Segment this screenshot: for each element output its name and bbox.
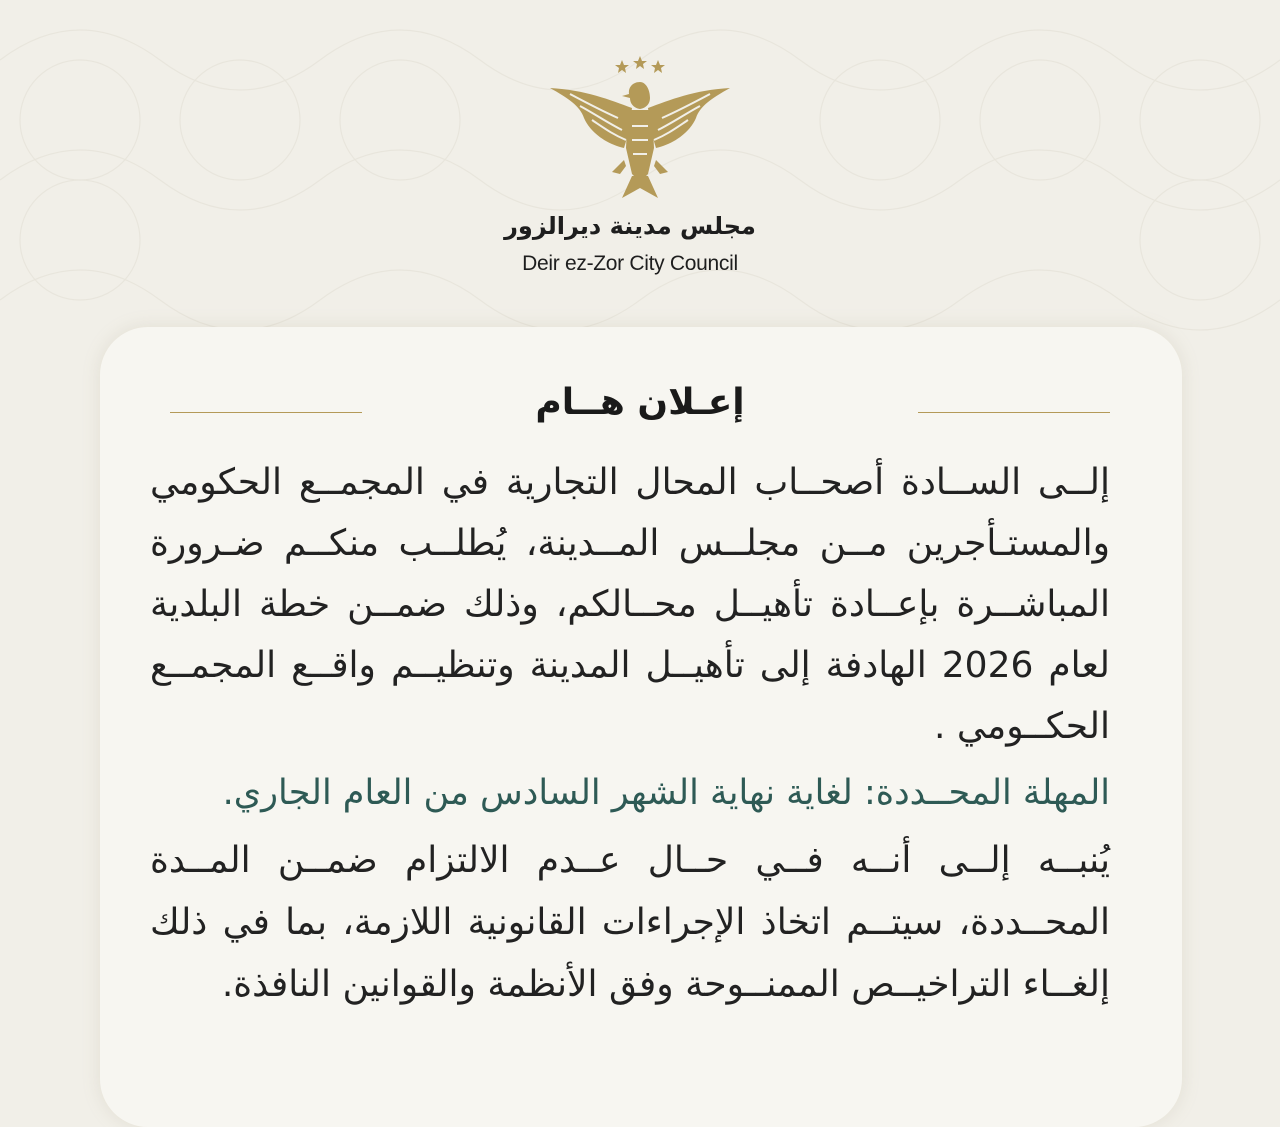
announcement-paragraph-main: إلــى الســادة أصحــاب المحال التجارية في المجمــع الحكومي والمستـأجرين مــن مجلــس المــدينة، يُطلــب منكــم ضـرورة المباشــرة بإعــادة تأهيــل محــالكم، وذلك ضمــن خطة البلدية لعام 2026 الهادفة إلى تأهيــل المدينة وتنظيــم واقــع المجمــع الحكــومي . [150, 462, 1110, 747]
announcement-heading-row [170, 378, 1110, 438]
council-name-english: Deir ez-Zor City Council [522, 252, 738, 275]
announcement-title: إعـلان هــام [535, 382, 745, 423]
announcement-paragraph-warning: يُنبــه إلــى أنــه فــي حــال عــدم الالتزام ضمــن المــدة المحــددة، سيتــم اتخاذ الإجراءات القانونية اللازمة، بما في ذلك إلغــاء التراخيــص الممنــوحة وفق الأنظمة والقوانين النافذة. [150, 840, 1110, 1005]
deadline-notice: المهلة المحــددة: لغاية نهاية الشهر السادس من العام الجاري. [222, 773, 1110, 813]
eagle-emblem-icon [540, 48, 740, 208]
council-name-arabic: مجلس مدينة ديرالزور [504, 212, 756, 240]
heading-divider-left [170, 412, 362, 413]
heading-divider-right [918, 412, 1110, 413]
